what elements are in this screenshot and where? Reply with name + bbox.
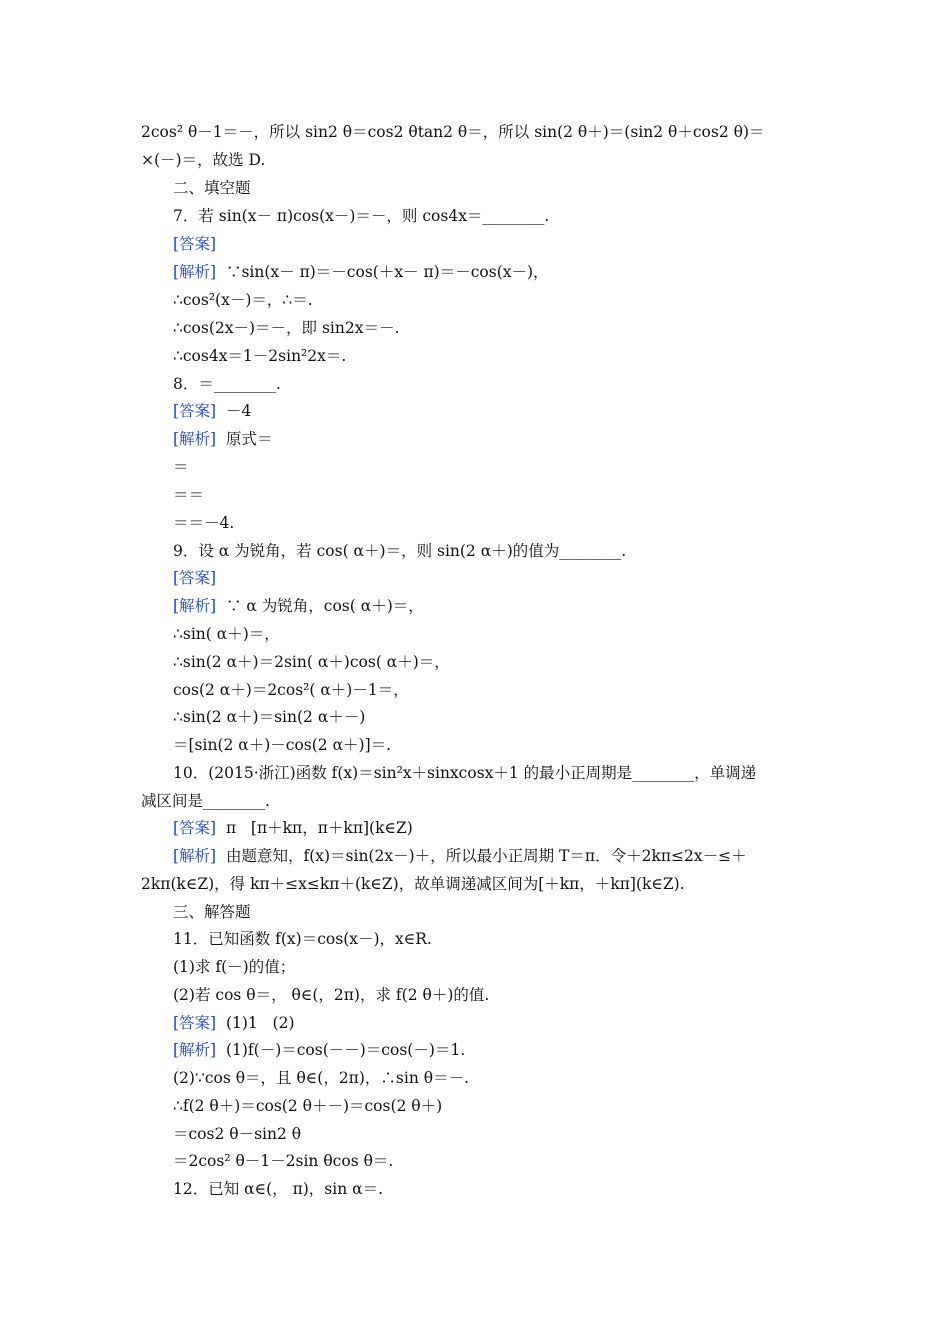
text-line-14: ＝＝: [173, 486, 205, 504]
text-line-37: ＝cos2 θ－sin2 θ: [173, 1125, 302, 1143]
question-9: 9．设 α 为锐角，若 cos( α＋)＝，则 sin(2 α＋)的值为________.: [173, 542, 627, 560]
text-line-9: ∴cos4x＝1－2sin²2x＝.: [173, 347, 347, 365]
analysis-11: [解析] (1)f(－)＝cos(－－)＝cos(－)＝1.: [173, 1041, 466, 1059]
answer-9: [答案]: [173, 569, 217, 587]
text-line-35: (2)∵cos θ＝，且 θ∈(，2π)，∴sin θ＝－.: [173, 1069, 469, 1087]
text-line-21: cos(2 α＋)＝2cos²( α＋)－1＝，: [173, 681, 409, 699]
text-line-19: ∴sin( α＋)＝，: [173, 625, 280, 643]
question-8: 8．＝________.: [173, 375, 281, 393]
answer-8: [答案] －4: [173, 402, 252, 420]
question-7: 7．若 sin(x－ π)cos(x－)＝－，则 cos4x＝________.: [173, 207, 550, 225]
answer-11: [答案] (1)1 (2): [173, 1014, 295, 1032]
answer-7: [答案]: [173, 235, 217, 253]
text-line-38: ＝2cos² θ－1－2sin θcos θ＝.: [173, 1152, 394, 1170]
section-heading-solve: 三、解答题: [173, 903, 251, 921]
answer-10: [答案] π [π＋kπ，π＋kπ](k∈Z): [173, 819, 413, 837]
question-10-cont: 减区间是________.: [141, 792, 270, 810]
question-10: 10．(2015·浙江)函数 f(x)＝sin²x＋sinxcosx＋1 的最小正周期是________，单调递: [173, 764, 757, 782]
analysis-8: [解析] 原式＝: [173, 430, 273, 448]
text-line-20: ∴sin(2 α＋)＝2sin( α＋)cos( α＋)＝，: [173, 653, 450, 671]
text-line-7: ∴cos²(x－)＝，∴＝.: [173, 291, 313, 309]
analysis-9: [解析] ∵ α 为锐角，cos( α＋)＝，: [173, 597, 424, 615]
text-line-1: 2cos² θ－1＝－，所以 sin2 θ＝cos2 θtan2 θ＝，所以 sin(2 θ＋)＝(sin2 θ＋cos2 θ)＝: [141, 123, 765, 141]
text-line-8: ∴cos(2x－)＝－，即 sin2x＝－.: [173, 319, 400, 337]
text-line-15: ＝＝－4.: [173, 514, 235, 532]
text-line-2: ×(－)＝，故选 D.: [141, 151, 266, 169]
section-heading-fill-in: 二、填空题: [173, 179, 251, 197]
question-12: 12．已知 α∈(， π)，sin α＝.: [173, 1180, 384, 1198]
text-line-22: ∴sin(2 α＋)＝sin(2 α＋－): [173, 708, 366, 726]
question-11-part-2: (2)若 cos θ＝， θ∈(，2π)，求 f(2 θ＋)的值.: [173, 986, 490, 1004]
text-line-13: ＝: [173, 458, 189, 476]
analysis-10: [解析] 由题意知，f(x)＝sin(2x－)＋，所以最小正周期 T＝π．令＋2kπ≤2x－≤＋: [173, 847, 747, 865]
text-line-23: ＝[sin(2 α＋)－cos(2 α＋)]＝.: [173, 736, 392, 754]
analysis-10-cont: 2kπ(k∈Z)，得 kπ＋≤x≤kπ＋(k∈Z)，故单调递减区间为[＋kπ，＋kπ](k∈Z).: [141, 875, 685, 893]
analysis-7: [解析] ∵sin(x－ π)＝－cos(＋x－ π)＝－cos(x－)，: [173, 263, 549, 281]
question-11-part-1: (1)求 f(－)的值；: [173, 958, 296, 976]
question-11: 11．已知函数 f(x)＝cos(x－)，x∈R.: [173, 930, 432, 948]
text-line-36: ∴f(2 θ＋)＝cos(2 θ＋－)＝cos(2 θ＋): [173, 1097, 443, 1115]
